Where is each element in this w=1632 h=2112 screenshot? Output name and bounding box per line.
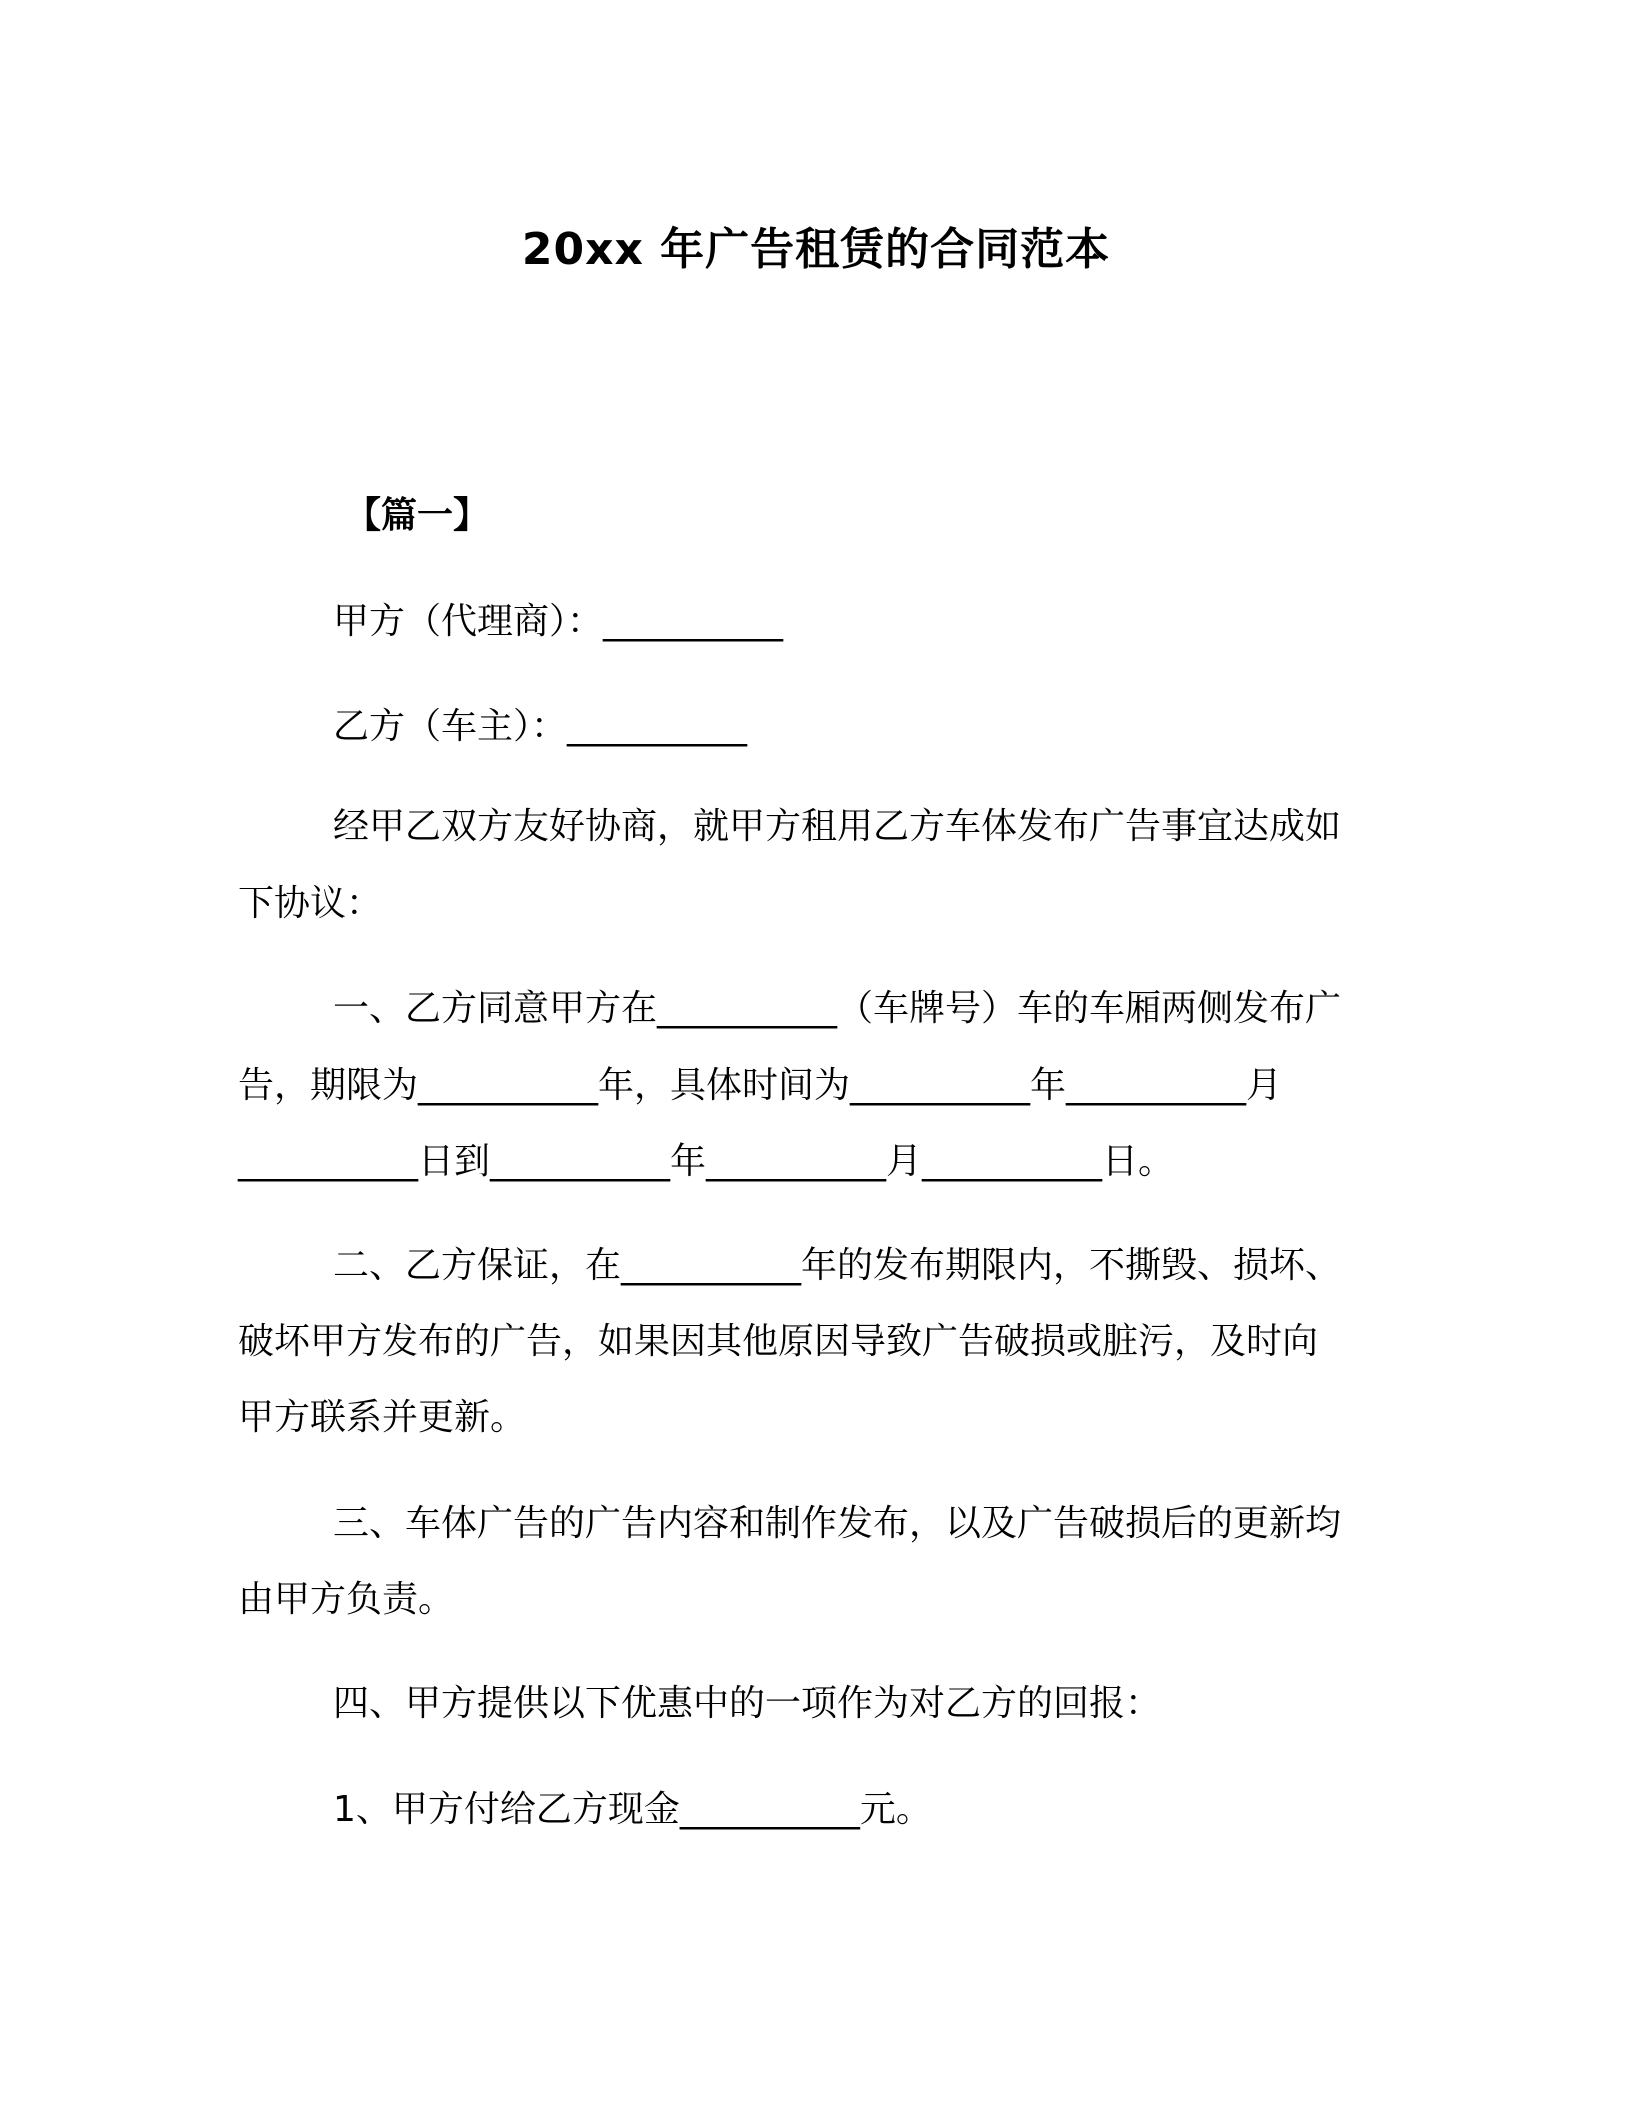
party-b-line: 乙方（车主）：__________ <box>333 706 748 747</box>
clause-1-line-2: 告，期限为__________年，具体时间为__________年__________月 <box>238 1065 1283 1106</box>
document-title: 20xx 年广告租赁的合同范本 <box>521 224 1111 275</box>
party-a-line: 甲方（代理商）：__________ <box>333 601 784 642</box>
intro-line-2: 下协议： <box>238 883 383 924</box>
option-1-line: 1、甲方付给乙方现金__________元。 <box>333 1789 932 1830</box>
clause-2-line-3: 甲方联系并更新。 <box>238 1397 527 1438</box>
clause-1-line-3: __________日到__________年__________月__________日。 <box>238 1141 1174 1182</box>
clause-3-line-2: 由甲方负责。 <box>238 1579 455 1620</box>
clause-3-line-1: 三、车体广告的广告内容和制作发布，以及广告破损后的更新均 <box>333 1503 1342 1544</box>
intro-line-1: 经甲乙双方友好协商，就甲方租用乙方车体发布广告事宜达成如 <box>333 806 1342 847</box>
clause-2-line-2: 破坏甲方发布的广告，如果因其他原因导致广告破损或脏污，及时向 <box>238 1321 1319 1362</box>
clause-1-line-1: 一、乙方同意甲方在__________（车牌号）车的车厢两侧发布广 <box>333 988 1342 1029</box>
clause-4-line: 四、甲方提供以下优惠中的一项作为对乙方的回报： <box>333 1683 1162 1724</box>
section-heading: 【篇一】 <box>345 495 490 536</box>
clause-2-line-1: 二、乙方保证，在__________年的发布期限内，不撕毁、损坏、 <box>333 1245 1342 1286</box>
